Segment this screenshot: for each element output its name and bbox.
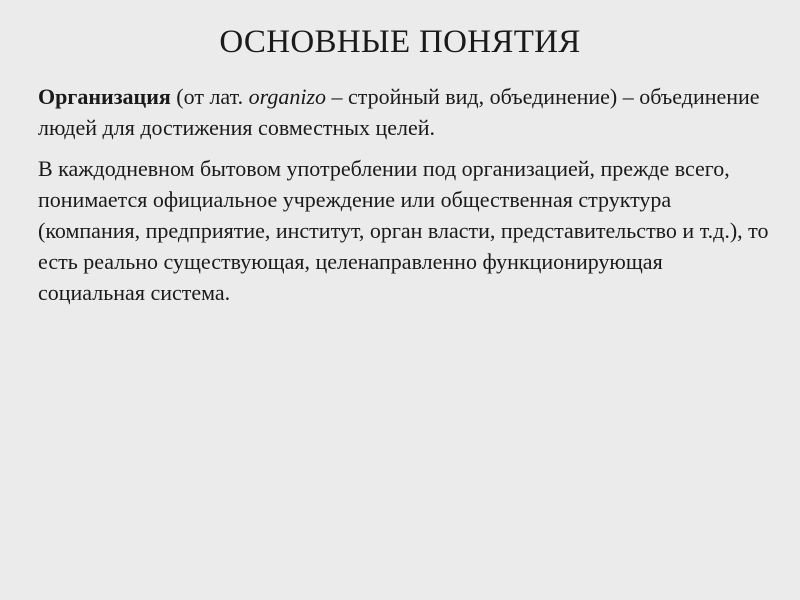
explanation-paragraph: В каждодневном бытовом употреблении под организацией, прежде всего, понимается официальное учреждение или общественная структура (компания, предприятие, институт, орган власти, представительство и т.д.), то есть реально существующая, целенаправленно функционирующая социальная система.: [38, 156, 769, 305]
definition-latin-word: organizo: [248, 84, 327, 109]
definition-paragraph: [38, 81, 773, 143]
definition-term: Организация: [38, 84, 171, 109]
definition-text-before-latin: (от лат.: [170, 84, 249, 109]
slide-title: ОСНОВНЫЕ ПОНЯТИЯ: [219, 24, 581, 60]
slide-content: [38, 81, 773, 308]
definition-text-after-latin: – стройный вид, объединение) – объединение людей для достижения совместных целей.: [38, 84, 760, 140]
